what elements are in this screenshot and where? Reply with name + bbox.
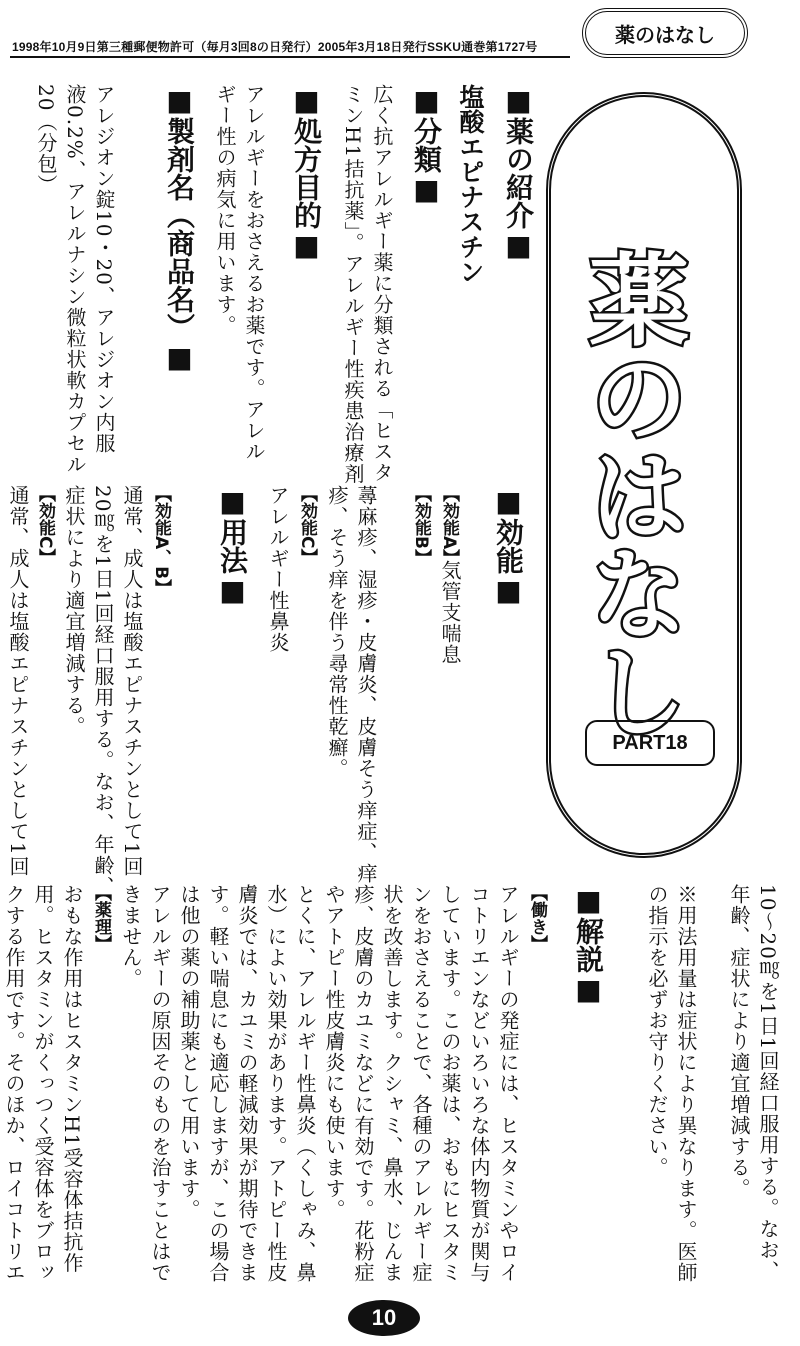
- usage-ab-line-2: 20㎎を1日1回経口服用する。なお、年齢、: [91, 485, 115, 897]
- products-line-1: アレジオン錠10・20、アレジオン内服: [92, 84, 116, 454]
- action-line-14: きません。: [119, 884, 143, 989]
- efficacy-heading: ■効能■: [492, 485, 525, 607]
- efficacy-a-label: 【効能A】: [439, 485, 459, 567]
- products-line-3: 20（分包）: [34, 84, 58, 196]
- action-line-2: コトリエンなどいろいろな体内物質が関与: [467, 884, 491, 1283]
- usage-ab-line-3: 症状により適宜増減する。: [62, 485, 86, 737]
- explanation-heading: ■解説■: [572, 884, 605, 1006]
- usage-note-line-1: ※用法用量は症状により異なります。医師: [674, 884, 698, 1283]
- masthead: 1998年10月9日第三種郵便物許可（毎月3回8の日発行）2005年3月18日発行SSKU通巻第1727号: [12, 40, 538, 54]
- action-line-5: 状を改善します。クシャミ、鼻水、じんま: [380, 884, 404, 1283]
- usage-c-label: 【効能C】: [35, 485, 55, 566]
- efficacy-c-label: 【効能C】: [297, 485, 317, 566]
- masthead-rule: [10, 56, 570, 58]
- products-heading: ■製剤名（商品名）■: [163, 84, 196, 374]
- action-line-10: 膚炎では、カユミの軽減効果が期待できま: [235, 884, 259, 1283]
- usage-c-line-2: 10～20㎎を1日1回経口服用する。なお、: [756, 884, 780, 1282]
- action-line-9: 水）によい効果があります。アトピー性皮: [264, 884, 288, 1283]
- usage-ab-line-1: 通常、成人は塩酸エピナスチンとして1回: [120, 485, 144, 877]
- action-line-6: 疹、皮膚のカユミなどに有効です。花粉症: [351, 884, 375, 1283]
- usage-ab-label: 【効能A、B】: [151, 485, 171, 597]
- efficacy-b-label: 【効能B】: [411, 485, 431, 566]
- action-line-3: しています。このお薬は、おもにヒスタミ: [438, 884, 462, 1283]
- classification-line-2: ミンH1拮抗薬」。アレルギー性疾患治療剤: [341, 84, 365, 485]
- title-text: 薬のはなし: [572, 248, 689, 738]
- action-line-11: す。軽い喘息にも適応しますが、この場合: [206, 884, 230, 1283]
- action-label: 【働き】: [527, 884, 547, 952]
- action-line-7: やアトピー性皮膚炎にも使います。: [322, 884, 346, 1220]
- intro-heading: ■薬の紹介■: [502, 84, 535, 262]
- action-line-4: ンをおさえることで、各種のアレルギー症: [409, 884, 433, 1283]
- part-label: PART18: [585, 720, 715, 766]
- classification-heading: ■分類■: [410, 84, 443, 206]
- classification-line-1: 広く抗アレルギー薬に分類される「ヒスタ: [370, 84, 394, 483]
- action-line-1: アレルギーの発症には、ヒスタミンやロイ: [496, 884, 520, 1283]
- usage-c-line-1: 通常、成人は塩酸エピナスチンとして1回: [6, 485, 30, 877]
- page-number: 10: [348, 1300, 420, 1336]
- purpose-heading: ■処方目的■: [290, 84, 323, 262]
- products-line-2: 液0.2%、アレルナシン微粒状軟カプセル: [63, 84, 87, 475]
- action-line-12: は他の薬の補助薬として用います。: [177, 884, 201, 1220]
- series-badge: 薬のはなし: [582, 8, 748, 58]
- efficacy-c-text: アレルギー性鼻炎: [266, 485, 290, 653]
- usage-note-line-2: の指示を必ずお守りください。: [645, 884, 669, 1178]
- drug-name: 塩酸エピナスチン: [456, 84, 485, 284]
- efficacy-b-line-1: 蕁麻疹、湿疹・皮膚炎、皮膚そう痒症、痒: [354, 485, 378, 884]
- pharmacology-line-3: クする作用です。そのほか、ロイコトリエ: [2, 884, 26, 1283]
- pharmacology-label: 【薬理】: [91, 884, 111, 952]
- purpose-line-2: ギー性の病気に用います。: [213, 84, 237, 336]
- action-line-8: とくに、アレルギー性鼻炎（くしゃみ、鼻: [293, 884, 317, 1283]
- pharmacology-line-2: 用。ヒスタミンがくっつく受容体をブロッ: [31, 884, 55, 1283]
- efficacy-a-text: 気管支喘息: [438, 560, 462, 665]
- usage-c-line-3: 年齢、症状により適宜増減する。: [727, 884, 751, 1199]
- efficacy-b-line-2: 疹、そう痒を伴う尋常性乾癬。: [325, 485, 349, 779]
- pharmacology-line-1: おもな作用はヒスタミンH1受容体拮抗作: [60, 884, 84, 1274]
- action-line-13: アレルギーの原因そのものを治すことはで: [148, 884, 172, 1283]
- usage-heading: ■用法■: [216, 485, 249, 607]
- purpose-line-1: アレルギーをおさえるお薬です。アレル: [242, 84, 266, 462]
